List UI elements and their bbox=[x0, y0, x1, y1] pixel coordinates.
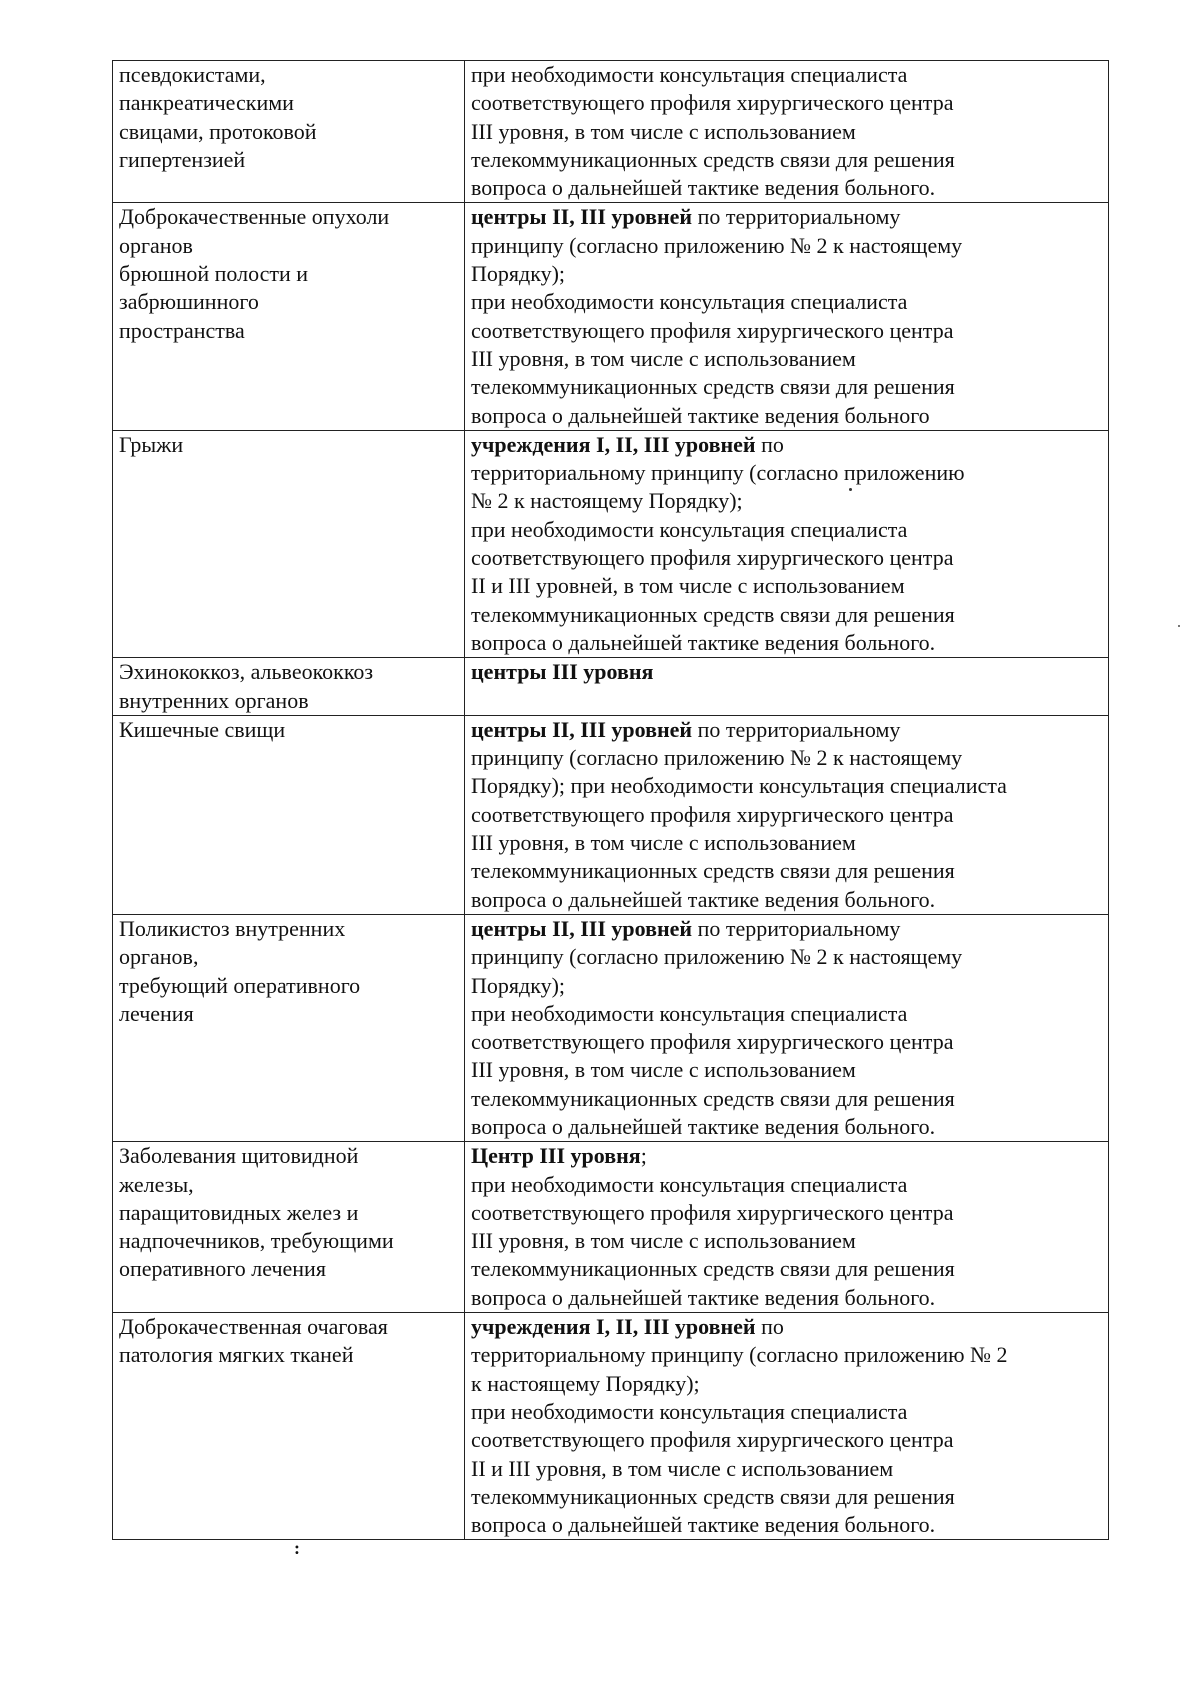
table-row bbox=[113, 914, 1109, 1141]
care-level-text: к настоящему Порядку); bbox=[471, 1370, 700, 1396]
condition-line: гипертензией bbox=[119, 146, 246, 172]
care-level-text: по bbox=[755, 1314, 784, 1340]
condition-line: Эхинококкоз, альвеококкоз bbox=[119, 659, 374, 685]
care-level-line bbox=[471, 1483, 1104, 1511]
care-level-text: соответствующего профиля хирургического центра bbox=[471, 317, 954, 343]
care-level-line bbox=[471, 1255, 1104, 1283]
care-level-line bbox=[471, 1142, 1104, 1170]
care-level-line bbox=[471, 1426, 1104, 1454]
care-level-emphasis: центры II, III уровней bbox=[471, 204, 693, 230]
care-level-line bbox=[471, 915, 1104, 943]
care-level-line bbox=[471, 174, 1104, 202]
condition-line: псевдокистами, bbox=[119, 62, 266, 87]
care-level-text: вопроса о дальнейшей тактике ведения больного. bbox=[471, 1113, 936, 1139]
table-row bbox=[113, 1142, 1109, 1313]
care-level-text: вопроса о дальнейшей тактике ведения больного bbox=[471, 402, 930, 428]
table-row bbox=[113, 1313, 1109, 1540]
care-routing-table bbox=[112, 60, 1109, 1540]
care-level-line bbox=[471, 1455, 1104, 1483]
care-level-line bbox=[471, 260, 1104, 288]
condition-line: забрюшинного bbox=[119, 289, 259, 315]
care-level-line bbox=[471, 459, 1104, 487]
care-level-text: вопроса о дальнейшей тактике ведения больного. bbox=[471, 886, 936, 912]
footer-mark: : bbox=[294, 1538, 300, 1558]
care-level-line bbox=[471, 544, 1104, 572]
scan-artifact-dot bbox=[849, 488, 852, 491]
care-level-line bbox=[471, 1341, 1104, 1369]
care-level-cell bbox=[465, 61, 1109, 203]
care-level-text: принципу (согласно приложению № 2 к настоящему bbox=[471, 745, 963, 771]
care-level-text: вопроса о дальнейшей тактике ведения больного. bbox=[471, 175, 936, 201]
condition-line: требующий оперативного bbox=[119, 972, 361, 998]
care-level-text: принципу (согласно приложению № 2 к настоящему bbox=[471, 944, 963, 970]
table-row bbox=[113, 203, 1109, 430]
care-level-line bbox=[471, 1113, 1104, 1141]
care-level-text: II и III уровней, в том числе с использованием bbox=[471, 573, 905, 599]
condition-line: органов, bbox=[119, 944, 199, 970]
care-level-text: телекоммуникационных средств связи для решения bbox=[471, 601, 955, 627]
care-level-text: по территориальному bbox=[692, 204, 901, 230]
care-level-text: телекоммуникационных средств связи для решения bbox=[471, 374, 955, 400]
care-level-line bbox=[471, 857, 1104, 885]
condition-cell bbox=[113, 1313, 465, 1540]
care-level-line bbox=[471, 61, 1104, 89]
care-level-line bbox=[471, 402, 1104, 430]
care-level-line bbox=[471, 572, 1104, 600]
care-level-text: вопроса о дальнейшей тактике ведения больного. bbox=[471, 1512, 936, 1538]
care-level-line bbox=[471, 744, 1104, 772]
care-level-cell bbox=[465, 1142, 1109, 1313]
condition-line: паращитовидных желез и bbox=[119, 1199, 359, 1225]
care-level-line bbox=[471, 345, 1104, 373]
care-level-text: Порядку); bbox=[471, 972, 566, 998]
care-level-line bbox=[471, 772, 1104, 800]
condition-line: надпочечников, требующими bbox=[119, 1228, 394, 1254]
care-level-text: при необходимости консультация специалиста bbox=[471, 62, 908, 87]
care-level-line bbox=[471, 829, 1104, 857]
care-level-cell bbox=[465, 658, 1109, 716]
care-level-line bbox=[471, 317, 1104, 345]
care-level-line bbox=[471, 1199, 1104, 1227]
care-level-text: телекоммуникационных средств связи для решения bbox=[471, 858, 955, 884]
condition-cell bbox=[113, 715, 465, 914]
condition-line: пространства bbox=[119, 317, 245, 343]
condition-line: оперативного лечения bbox=[119, 1256, 326, 1282]
table-row bbox=[113, 61, 1109, 203]
care-level-line bbox=[471, 1227, 1104, 1255]
care-level-text: III уровня, в том числе с использованием bbox=[471, 830, 856, 856]
care-level-text: ; bbox=[640, 1143, 647, 1169]
care-level-emphasis: учреждения I, II, III уровней bbox=[471, 1314, 756, 1340]
care-level-text: III уровня, в том числе с использованием bbox=[471, 118, 856, 144]
care-level-text: при необходимости консультация специалиста bbox=[471, 516, 908, 542]
care-level-text: соответствующего профиля хирургического центра bbox=[471, 90, 954, 116]
condition-cell bbox=[113, 430, 465, 657]
condition-line: панкреатическими bbox=[119, 90, 294, 116]
condition-cell bbox=[113, 203, 465, 430]
care-level-line bbox=[471, 1171, 1104, 1199]
care-level-text: при необходимости консультация специалиста bbox=[471, 289, 908, 315]
table-row bbox=[113, 430, 1109, 657]
condition-cell bbox=[113, 1142, 465, 1313]
care-level-text: вопроса о дальнейшей тактике ведения больного. bbox=[471, 1284, 936, 1310]
care-level-cell bbox=[465, 1313, 1109, 1540]
care-level-line bbox=[471, 89, 1104, 117]
condition-line: Заболевания щитовидной bbox=[119, 1143, 359, 1169]
care-level-line bbox=[471, 146, 1104, 174]
care-level-text: телекоммуникационных средств связи для решения bbox=[471, 1256, 955, 1282]
care-level-emphasis: Центр III уровня bbox=[471, 1143, 641, 1169]
care-level-emphasis: центры II, III уровней bbox=[471, 716, 693, 742]
care-level-text: соответствующего профиля хирургического центра bbox=[471, 545, 954, 571]
care-level-line bbox=[471, 1511, 1104, 1539]
care-level-text: Порядку); bbox=[471, 261, 566, 287]
care-level-text: вопроса о дальнейшей тактике ведения больного. bbox=[471, 629, 936, 655]
care-level-line bbox=[471, 1085, 1104, 1113]
table-row bbox=[113, 715, 1109, 914]
care-level-text: при необходимости консультация специалиста bbox=[471, 1000, 908, 1026]
care-level-emphasis: центры III уровня bbox=[471, 659, 654, 685]
care-level-line bbox=[471, 487, 1104, 515]
scan-artifact-edge-mark bbox=[1178, 625, 1180, 627]
care-level-text: № 2 к настоящему Порядку); bbox=[471, 488, 743, 514]
care-level-emphasis: учреждения I, II, III уровней bbox=[471, 431, 756, 457]
condition-line: внутренних органов bbox=[119, 687, 309, 713]
care-level-text: II и III уровня, в том числе с использованием bbox=[471, 1455, 894, 1481]
care-level-text: территориальному принципу (согласно приложению № 2 bbox=[471, 1342, 1008, 1368]
care-level-line bbox=[471, 288, 1104, 316]
care-level-text: соответствующего профиля хирургического центра bbox=[471, 1029, 954, 1055]
care-level-line bbox=[471, 1056, 1104, 1084]
condition-line: органов bbox=[119, 232, 193, 258]
care-level-line bbox=[471, 1284, 1104, 1312]
condition-line: Кишечные свищи bbox=[119, 716, 286, 742]
care-level-line bbox=[471, 1370, 1104, 1398]
care-level-emphasis: центры II, III уровней bbox=[471, 915, 693, 941]
care-level-text: соответствующего профиля хирургического центра bbox=[471, 1427, 954, 1453]
care-level-line bbox=[471, 658, 1104, 686]
table-body bbox=[113, 61, 1109, 1540]
care-level-line bbox=[471, 886, 1104, 914]
care-level-text: соответствующего профиля хирургического центра bbox=[471, 801, 954, 827]
care-level-text: телекоммуникационных средств связи для решения bbox=[471, 1483, 955, 1509]
condition-line: свицами, протоковой bbox=[119, 118, 317, 144]
care-level-text: III уровня, в том числе с использованием bbox=[471, 1228, 856, 1254]
care-level-text: при необходимости консультация специалиста bbox=[471, 1171, 908, 1197]
condition-line: лечения bbox=[119, 1000, 194, 1026]
condition-cell bbox=[113, 658, 465, 716]
condition-line: Грыжи bbox=[119, 431, 184, 457]
condition-line: брюшной полости и bbox=[119, 261, 309, 287]
care-level-line bbox=[471, 601, 1104, 629]
care-level-text: Порядку); при необходимости консультация специалиста bbox=[471, 773, 1007, 799]
care-level-cell bbox=[465, 914, 1109, 1141]
care-level-text: принципу (согласно приложению № 2 к настоящему bbox=[471, 232, 963, 258]
care-level-text: при необходимости консультация специалиста bbox=[471, 1398, 908, 1424]
care-level-line bbox=[471, 431, 1104, 459]
table-row bbox=[113, 658, 1109, 716]
care-level-line bbox=[471, 118, 1104, 146]
care-level-text: по территориальному bbox=[692, 716, 901, 742]
care-level-line bbox=[471, 972, 1104, 1000]
condition-line: патология мягких тканей bbox=[119, 1342, 354, 1368]
care-level-text: телекоммуникационных средств связи для решения bbox=[471, 146, 955, 172]
care-level-text: по bbox=[755, 431, 784, 457]
care-level-line bbox=[471, 373, 1104, 401]
care-level-line bbox=[471, 1028, 1104, 1056]
condition-line: Поликистоз внутренних bbox=[119, 915, 346, 941]
care-level-text: телекоммуникационных средств связи для решения bbox=[471, 1085, 955, 1111]
care-level-line bbox=[471, 1398, 1104, 1426]
care-level-text: соответствующего профиля хирургического центра bbox=[471, 1199, 954, 1225]
condition-line: Доброкачественные опухоли bbox=[119, 204, 390, 230]
care-level-text: III уровня, в том числе с использованием bbox=[471, 345, 856, 371]
care-level-text: III уровня, в том числе с использованием bbox=[471, 1057, 856, 1083]
care-level-text: по территориальному bbox=[692, 915, 901, 941]
care-level-line bbox=[471, 232, 1104, 260]
condition-line: железы, bbox=[119, 1171, 194, 1197]
condition-line: Доброкачественная очаговая bbox=[119, 1314, 388, 1340]
care-level-cell bbox=[465, 715, 1109, 914]
care-level-cell bbox=[465, 430, 1109, 657]
care-level-line bbox=[471, 203, 1104, 231]
care-level-line bbox=[471, 716, 1104, 744]
care-level-cell bbox=[465, 203, 1109, 430]
care-level-line bbox=[471, 1000, 1104, 1028]
condition-cell bbox=[113, 914, 465, 1141]
condition-cell bbox=[113, 61, 465, 203]
care-level-line bbox=[471, 516, 1104, 544]
care-level-line bbox=[471, 943, 1104, 971]
care-level-text: территориальному принципу (согласно приложению bbox=[471, 460, 965, 486]
care-level-line bbox=[471, 1313, 1104, 1341]
care-level-line bbox=[471, 801, 1104, 829]
care-level-line bbox=[471, 629, 1104, 657]
